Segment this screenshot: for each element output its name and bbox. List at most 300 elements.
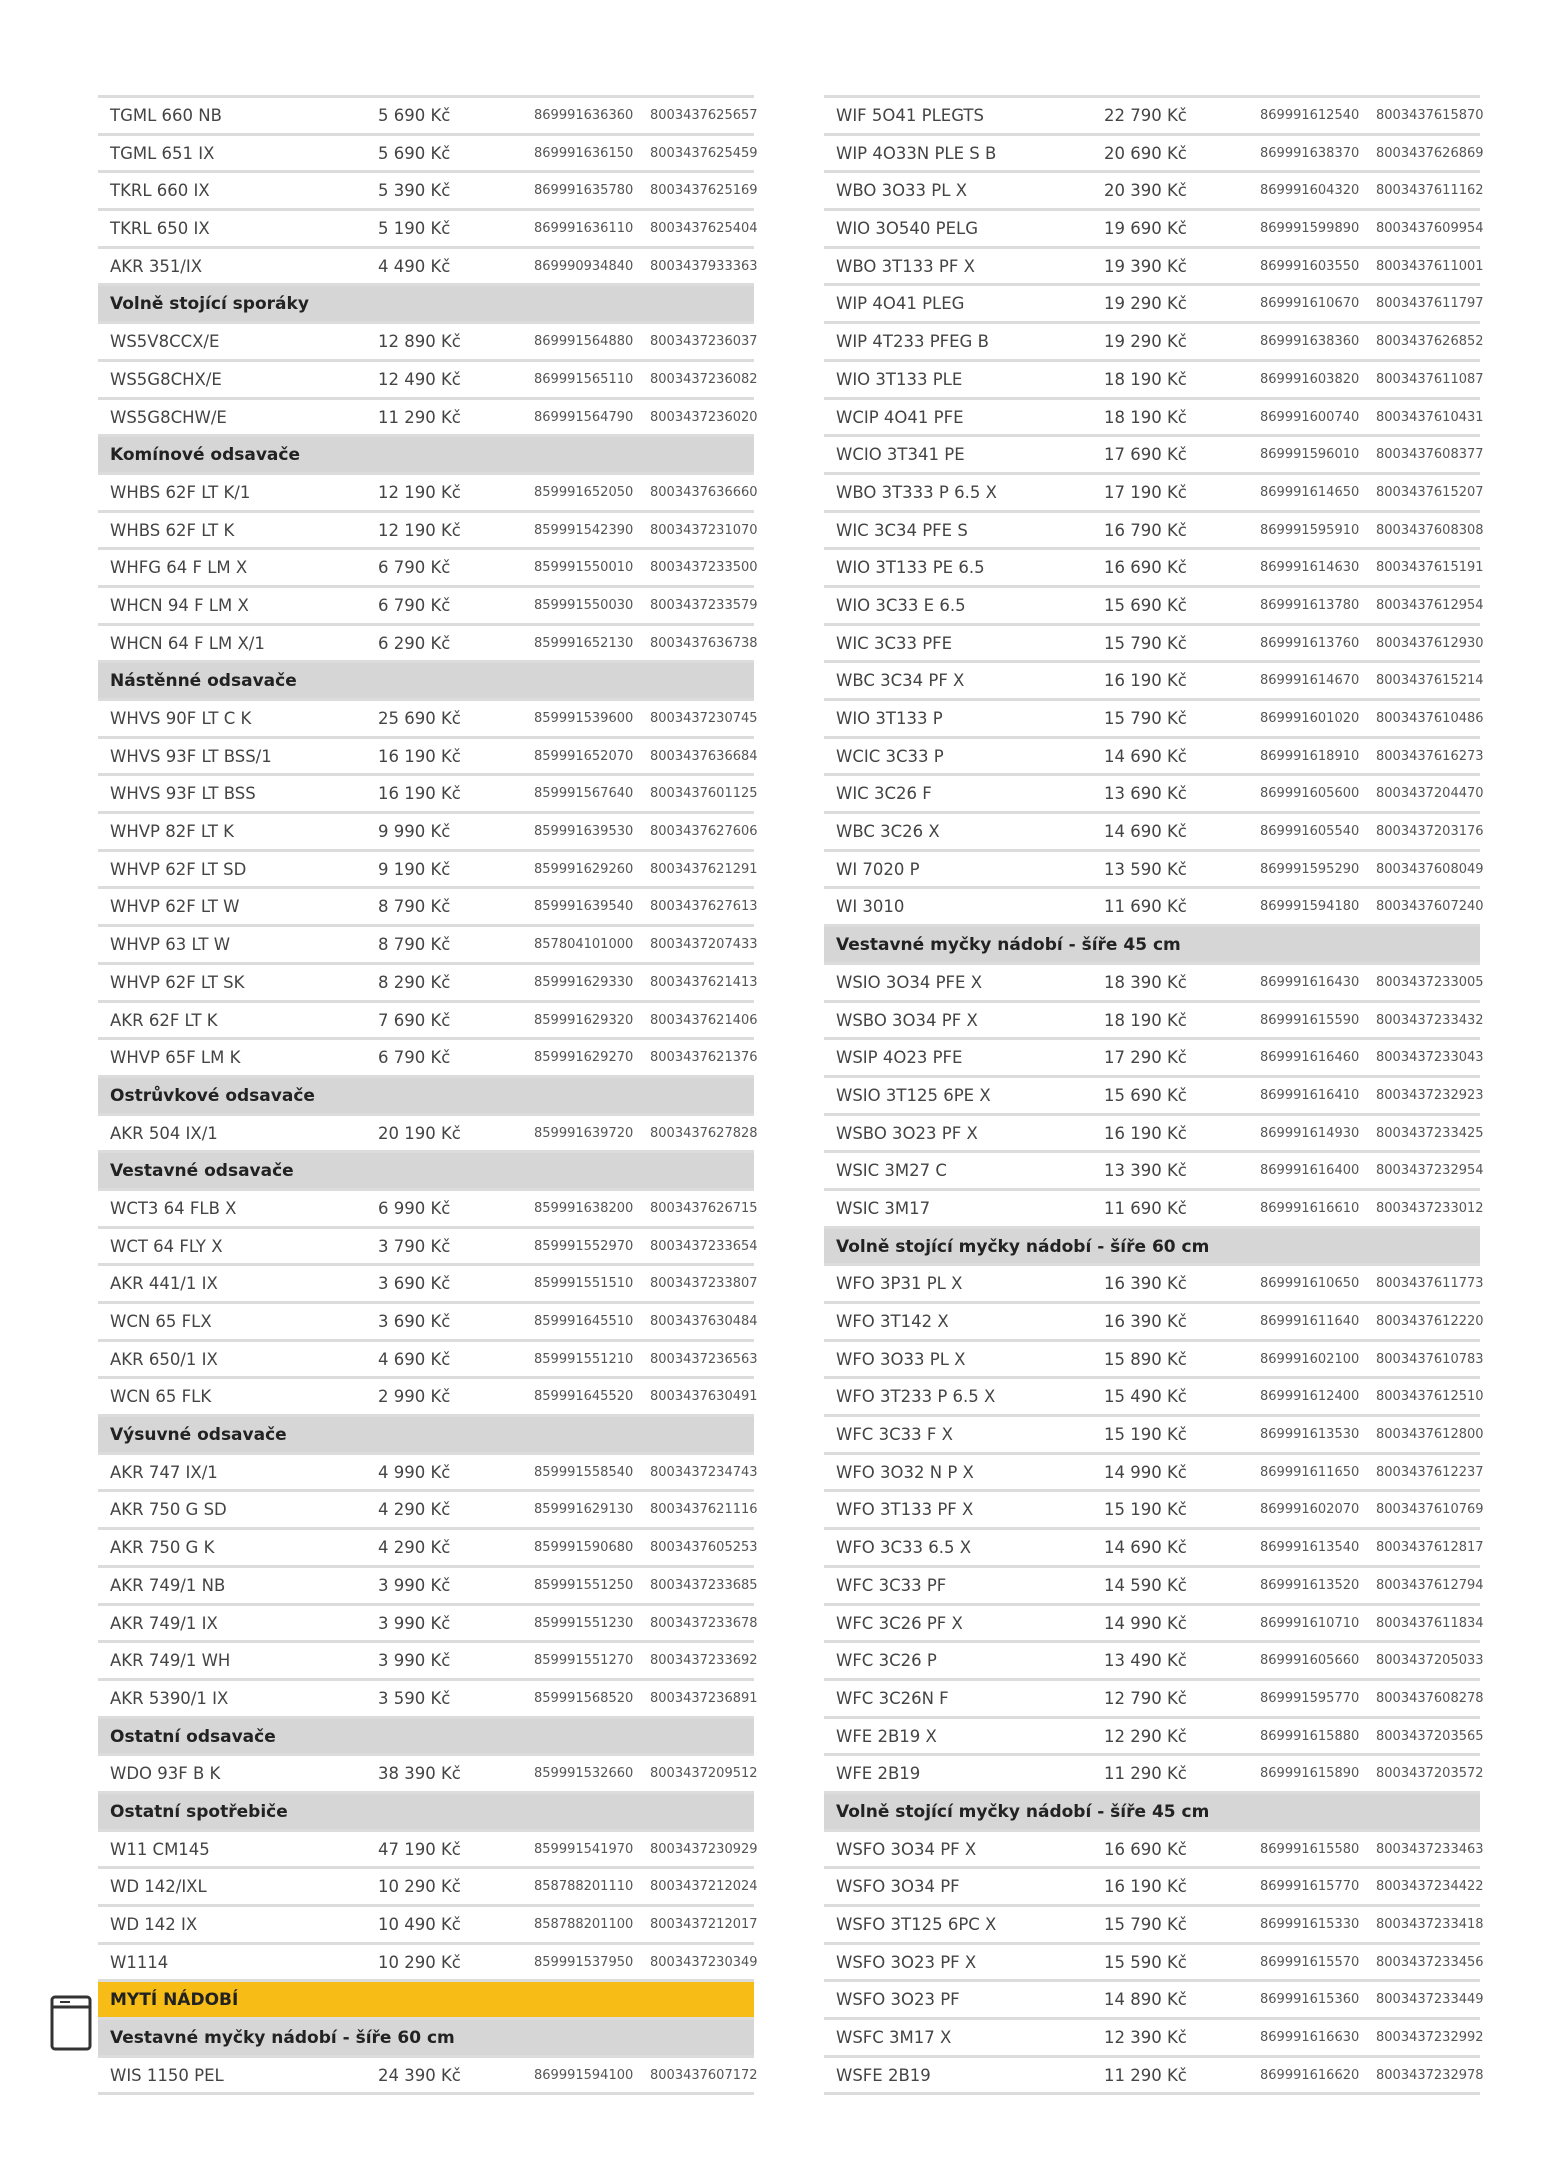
ean-code: 869991603550 bbox=[1260, 258, 1360, 274]
model-name: WCN 65 FLX bbox=[110, 1312, 212, 1331]
product-row bbox=[98, 170, 758, 208]
product-row bbox=[98, 208, 758, 246]
model-name: WFO 3T233 P 6.5 X bbox=[836, 1387, 996, 1407]
table-bottom-rule bbox=[824, 2092, 1480, 2095]
product-code: 8003437608049 bbox=[1376, 861, 1484, 877]
model-name: WBC 3C34 PF X bbox=[836, 671, 965, 691]
product-row bbox=[824, 95, 1484, 133]
section-header bbox=[824, 924, 1480, 962]
model-name: WIO 3C33 E 6.5 bbox=[836, 595, 966, 615]
price: 14 990 Kč bbox=[1104, 1462, 1187, 1482]
price: 15 490 Kč bbox=[1104, 1387, 1187, 1407]
product-row bbox=[98, 962, 758, 1000]
price: 18 190 Kč bbox=[1104, 407, 1187, 427]
ean-code: 869991595770 bbox=[1260, 1690, 1360, 1706]
section-title: Komínové odsavače bbox=[110, 445, 301, 466]
product-row bbox=[824, 1150, 1484, 1188]
product-row bbox=[98, 585, 758, 623]
product-row bbox=[824, 1904, 1484, 1942]
model-name: WCN 65 FLK bbox=[110, 1387, 212, 1407]
price: 25 690 Kč bbox=[378, 709, 461, 728]
model-name: WHVP 65F LM K bbox=[110, 1048, 241, 1068]
product-row bbox=[824, 1113, 1484, 1151]
product-row bbox=[824, 585, 1484, 623]
model-name: WSFE 2B19 bbox=[836, 2065, 931, 2085]
price: 15 790 Kč bbox=[1104, 709, 1187, 728]
model-name: W1114 bbox=[110, 1952, 169, 1972]
product-code: 8003437233463 bbox=[1376, 1841, 1484, 1857]
section-header bbox=[98, 2017, 754, 2055]
product-row bbox=[824, 1188, 1484, 1226]
model-name: TKRL 660 IX bbox=[110, 181, 210, 201]
price: 17 190 Kč bbox=[1104, 482, 1187, 502]
model-name: WHVS 90F LT C K bbox=[110, 709, 252, 728]
price: 16 190 Kč bbox=[1104, 671, 1187, 691]
product-code: 8003437626852 bbox=[1376, 334, 1484, 350]
model-name: WSIC 3M27 C bbox=[836, 1161, 947, 1181]
product-code: 8003437209512 bbox=[650, 1766, 758, 1782]
price: 13 390 Kč bbox=[1104, 1161, 1187, 1181]
product-row bbox=[824, 1829, 1484, 1867]
price: 12 490 Kč bbox=[378, 369, 461, 389]
product-row bbox=[824, 811, 1484, 849]
table-bottom-rule bbox=[98, 2092, 754, 2095]
price: 18 190 Kč bbox=[1104, 369, 1187, 389]
ean-code: 869990934840 bbox=[534, 258, 634, 274]
product-code: 8003437234422 bbox=[1376, 1879, 1484, 1895]
price: 4 290 Kč bbox=[378, 1500, 451, 1520]
model-name: AKR 351/IX bbox=[110, 256, 203, 276]
ean-code: 869991615360 bbox=[1260, 1992, 1360, 2008]
price: 14 690 Kč bbox=[1104, 1538, 1187, 1558]
ean-code: 869991602100 bbox=[1260, 1351, 1360, 1367]
product-code: 8003437636684 bbox=[650, 748, 758, 764]
price: 15 190 Kč bbox=[1104, 1425, 1187, 1445]
price: 19 290 Kč bbox=[1104, 332, 1187, 352]
product-row bbox=[824, 1037, 1484, 1075]
ean-code: 869991615890 bbox=[1260, 1766, 1360, 1782]
product-row bbox=[824, 359, 1484, 397]
product-row bbox=[98, 1866, 758, 1904]
product-row bbox=[98, 623, 758, 661]
section-header bbox=[98, 1791, 754, 1829]
product-code: 8003437615870 bbox=[1376, 108, 1484, 123]
price: 4 490 Kč bbox=[378, 256, 451, 276]
ean-code: 859991652050 bbox=[534, 484, 634, 500]
price: 47 190 Kč bbox=[378, 1839, 461, 1859]
product-code: 8003437612930 bbox=[1376, 635, 1484, 651]
ean-code: 869991564880 bbox=[534, 334, 634, 350]
model-name: WI 3010 bbox=[836, 897, 905, 917]
dishwasher-icon bbox=[50, 1995, 92, 2051]
product-row bbox=[98, 924, 758, 962]
product-code: 8003437611834 bbox=[1376, 1615, 1484, 1631]
model-name: WSIP 4O23 PFE bbox=[836, 1048, 963, 1068]
product-row bbox=[824, 283, 1484, 321]
product-row bbox=[824, 510, 1484, 548]
price: 16 190 Kč bbox=[1104, 1123, 1187, 1143]
model-name: WBC 3C26 X bbox=[836, 822, 940, 842]
product-row bbox=[98, 95, 758, 133]
ean-code: 859991551210 bbox=[534, 1351, 634, 1367]
product-row bbox=[824, 170, 1484, 208]
ean-code: 869991613780 bbox=[1260, 597, 1360, 613]
product-code: 8003437610769 bbox=[1376, 1502, 1484, 1518]
product-code: 8003437612510 bbox=[1376, 1389, 1484, 1405]
ean-code: 859991568520 bbox=[534, 1690, 634, 1706]
ean-code: 859991539600 bbox=[534, 711, 634, 726]
ean-code: 859991629130 bbox=[534, 1502, 634, 1518]
model-name: WCT3 64 FLB X bbox=[110, 1198, 237, 1218]
ean-code: 859991551270 bbox=[534, 1653, 634, 1669]
product-row bbox=[824, 1866, 1484, 1904]
product-row bbox=[98, 1942, 758, 1980]
product-row bbox=[98, 1263, 758, 1301]
ean-code: 869991611640 bbox=[1260, 1314, 1360, 1329]
price: 16 790 Kč bbox=[1104, 520, 1187, 540]
ean-code: 869991613760 bbox=[1260, 635, 1360, 651]
model-name: W11 CM145 bbox=[110, 1839, 210, 1859]
product-code: 8003437626869 bbox=[1376, 145, 1484, 161]
product-row bbox=[98, 1226, 758, 1264]
product-code: 8003437611797 bbox=[1376, 296, 1484, 312]
price: 10 290 Kč bbox=[378, 1877, 461, 1897]
ean-code: 869991614930 bbox=[1260, 1125, 1360, 1141]
ean-code: 869991605660 bbox=[1260, 1653, 1360, 1669]
ean-code: 869991605600 bbox=[1260, 786, 1360, 802]
product-row bbox=[98, 1527, 758, 1565]
ean-code: 859991532660 bbox=[534, 1766, 634, 1782]
price: 12 190 Kč bbox=[378, 482, 461, 502]
product-code: 8003437203572 bbox=[1376, 1766, 1484, 1782]
model-name: WS5V8CCX/E bbox=[110, 332, 220, 352]
ean-code: 869991616620 bbox=[1260, 2067, 1360, 2083]
section-title: Nástěnné odsavače bbox=[110, 671, 297, 692]
product-row bbox=[824, 133, 1484, 171]
price: 3 990 Kč bbox=[378, 1613, 451, 1633]
model-name: AKR 749/1 IX bbox=[110, 1613, 218, 1633]
price: 8 790 Kč bbox=[378, 897, 451, 917]
price: 9 190 Kč bbox=[378, 859, 451, 879]
product-code: 8003437636660 bbox=[650, 484, 758, 500]
model-name: WD 142 IX bbox=[110, 1915, 198, 1934]
product-row bbox=[98, 1113, 758, 1151]
product-code: 8003437610486 bbox=[1376, 711, 1484, 726]
product-row bbox=[98, 1452, 758, 1490]
model-name: WIP 4T233 PFEG B bbox=[836, 332, 989, 352]
product-row bbox=[824, 623, 1484, 661]
price: 3 990 Kč bbox=[378, 1575, 451, 1595]
ean-code: 859991639720 bbox=[534, 1125, 634, 1141]
price: 11 690 Kč bbox=[1104, 1198, 1187, 1218]
product-row bbox=[98, 886, 758, 924]
price: 20 390 Kč bbox=[1104, 181, 1187, 201]
ean-code: 869991616430 bbox=[1260, 974, 1360, 990]
model-name: WBO 3O33 PL X bbox=[836, 181, 967, 201]
ean-code: 859991645510 bbox=[534, 1314, 634, 1329]
ean-code: 859991558540 bbox=[534, 1464, 634, 1480]
section-title: Ostatní odsavače bbox=[110, 1726, 276, 1747]
price: 14 990 Kč bbox=[1104, 1613, 1187, 1633]
product-code: 8003437230745 bbox=[650, 711, 758, 726]
product-row bbox=[98, 547, 758, 585]
price: 4 690 Kč bbox=[378, 1349, 451, 1369]
category-header bbox=[98, 1979, 754, 2017]
product-row bbox=[824, 773, 1484, 811]
ean-code: 869991594180 bbox=[1260, 899, 1360, 915]
section-title: Volně stojící myčky nádobí - šíře 45 cm bbox=[836, 1801, 1210, 1822]
section-title: MYTÍ NÁDOBÍ bbox=[110, 1990, 239, 2011]
product-code: 8003437608308 bbox=[1376, 522, 1484, 538]
product-row bbox=[98, 472, 758, 510]
model-name: WHVP 82F LT K bbox=[110, 822, 234, 842]
product-code: 8003437621291 bbox=[650, 861, 758, 877]
ean-code: 869991636110 bbox=[534, 221, 634, 237]
product-code: 8003437233005 bbox=[1376, 974, 1484, 990]
product-row bbox=[824, 547, 1484, 585]
product-code: 8003437616273 bbox=[1376, 748, 1484, 764]
ean-code: 859991537950 bbox=[534, 1954, 634, 1970]
ean-code: 869991635780 bbox=[534, 183, 634, 199]
model-name: WHBS 62F LT K bbox=[110, 520, 235, 540]
model-name: WFO 3O32 N P X bbox=[836, 1462, 974, 1482]
ean-code: 869991618910 bbox=[1260, 748, 1360, 764]
price: 9 990 Kč bbox=[378, 822, 451, 842]
product-code: 8003437233685 bbox=[650, 1577, 758, 1593]
price: 16 190 Kč bbox=[378, 746, 461, 766]
price: 2 990 Kč bbox=[378, 1387, 451, 1407]
product-code: 8003437612237 bbox=[1376, 1464, 1484, 1480]
ean-code: 869991613520 bbox=[1260, 1577, 1360, 1593]
price: 14 690 Kč bbox=[1104, 746, 1187, 766]
price: 17 690 Kč bbox=[1104, 445, 1187, 465]
product-code: 8003437610783 bbox=[1376, 1351, 1484, 1367]
section-title: Volně stojící myčky nádobí - šíře 60 cm bbox=[836, 1236, 1210, 1257]
product-code: 8003437236563 bbox=[650, 1351, 758, 1367]
ean-code: 869991615580 bbox=[1260, 1841, 1360, 1857]
product-code: 8003437615191 bbox=[1376, 560, 1484, 576]
model-name: WHCN 94 F LM X bbox=[110, 595, 249, 615]
ean-code: 869991615330 bbox=[1260, 1917, 1360, 1932]
model-name: WSFC 3M17 X bbox=[836, 2028, 952, 2048]
model-name: WIS 1150 PEL bbox=[110, 2065, 224, 2085]
product-row bbox=[98, 849, 758, 887]
model-name: AKR 504 IX/1 bbox=[110, 1123, 218, 1143]
product-code: 8003437636738 bbox=[650, 635, 758, 651]
product-code: 8003437204470 bbox=[1376, 786, 1484, 802]
model-name: WHFG 64 F LM X bbox=[110, 558, 248, 578]
ean-code: 859991551250 bbox=[534, 1577, 634, 1593]
product-row bbox=[824, 1301, 1484, 1339]
price: 12 390 Kč bbox=[1104, 2028, 1187, 2048]
product-code: 8003437626715 bbox=[650, 1200, 758, 1216]
model-name: WFC 3C33 PF bbox=[836, 1575, 947, 1595]
section-header bbox=[98, 1414, 754, 1452]
product-code: 8003437611162 bbox=[1376, 183, 1484, 199]
ean-code: 869991595290 bbox=[1260, 861, 1360, 877]
product-row bbox=[824, 1942, 1484, 1980]
product-code: 8003437627828 bbox=[650, 1125, 758, 1141]
price: 15 790 Kč bbox=[1104, 1915, 1187, 1934]
product-row bbox=[824, 397, 1484, 435]
section-title: Vestavné myčky nádobí - šíře 45 cm bbox=[836, 935, 1181, 956]
model-name: WIO 3T133 PLE bbox=[836, 369, 963, 389]
price: 11 290 Kč bbox=[1104, 2065, 1187, 2085]
section-header bbox=[824, 1791, 1480, 1829]
model-name: WHVS 93F LT BSS bbox=[110, 784, 256, 804]
product-code: 8003437608377 bbox=[1376, 447, 1484, 463]
product-code: 8003437621376 bbox=[650, 1050, 758, 1066]
product-row bbox=[824, 1075, 1484, 1113]
product-row bbox=[824, 246, 1484, 284]
model-name: AKR 750 G SD bbox=[110, 1500, 227, 1520]
section-header bbox=[824, 1226, 1480, 1264]
price: 11 690 Kč bbox=[1104, 897, 1187, 917]
product-code: 8003437236037 bbox=[650, 334, 758, 350]
product-row bbox=[98, 1301, 758, 1339]
model-name: WIC 3C34 PFE S bbox=[836, 520, 968, 540]
price: 19 690 Kč bbox=[1104, 219, 1187, 239]
ean-code: 859991629270 bbox=[534, 1050, 634, 1066]
product-code: 8003437233807 bbox=[650, 1276, 758, 1292]
price: 12 790 Kč bbox=[1104, 1688, 1187, 1708]
ean-code: 869991613540 bbox=[1260, 1540, 1360, 1556]
product-row bbox=[98, 773, 758, 811]
product-code: 8003437233456 bbox=[1376, 1954, 1484, 1970]
price: 18 390 Kč bbox=[1104, 972, 1187, 992]
product-row bbox=[824, 849, 1484, 887]
model-name: WIO 3T133 PE 6.5 bbox=[836, 558, 985, 578]
price: 11 290 Kč bbox=[378, 407, 461, 427]
ean-code: 869991602070 bbox=[1260, 1502, 1360, 1518]
model-name: WSFO 3O23 PF bbox=[836, 1990, 960, 2010]
model-name: AKR 747 IX/1 bbox=[110, 1462, 218, 1482]
model-name: WCIC 3C33 P bbox=[836, 746, 944, 766]
model-name: WFO 3T142 X bbox=[836, 1312, 949, 1331]
price: 6 990 Kč bbox=[378, 1198, 451, 1218]
product-row bbox=[824, 434, 1484, 472]
model-name: WCT 64 FLY X bbox=[110, 1236, 223, 1256]
price: 13 690 Kč bbox=[1104, 784, 1187, 804]
price: 7 690 Kč bbox=[378, 1010, 451, 1030]
price: 15 190 Kč bbox=[1104, 1500, 1187, 1520]
model-name: WSBO 3O23 PF X bbox=[836, 1123, 978, 1143]
price: 14 590 Kč bbox=[1104, 1575, 1187, 1595]
product-row bbox=[98, 2055, 758, 2093]
ean-code: 859991629330 bbox=[534, 974, 634, 990]
model-name: AKR 749/1 WH bbox=[110, 1651, 231, 1671]
product-code: 8003437621116 bbox=[650, 1502, 758, 1518]
ean-code: 869991616400 bbox=[1260, 1163, 1360, 1179]
price: 14 890 Kč bbox=[1104, 1990, 1187, 2010]
price: 3 690 Kč bbox=[378, 1274, 451, 1294]
product-row bbox=[824, 1640, 1484, 1678]
ean-code: 869991610670 bbox=[1260, 296, 1360, 312]
price: 10 290 Kč bbox=[378, 1952, 461, 1972]
product-code: 8003437233654 bbox=[650, 1238, 758, 1254]
price: 20 690 Kč bbox=[1104, 143, 1187, 163]
product-row bbox=[98, 1000, 758, 1038]
product-code: 8003437612800 bbox=[1376, 1427, 1484, 1443]
product-code: 8003437232978 bbox=[1376, 2067, 1484, 2083]
model-name: WSIO 3T125 6PE X bbox=[836, 1085, 991, 1105]
price: 13 590 Kč bbox=[1104, 859, 1187, 879]
price: 17 290 Kč bbox=[1104, 1048, 1187, 1068]
price: 19 390 Kč bbox=[1104, 256, 1187, 276]
price: 6 790 Kč bbox=[378, 1048, 451, 1068]
product-code: 8003437232992 bbox=[1376, 2030, 1484, 2046]
price: 6 790 Kč bbox=[378, 595, 451, 615]
model-name: WSBO 3O34 PF X bbox=[836, 1010, 978, 1030]
product-row bbox=[98, 1188, 758, 1226]
section-title: Vestavné odsavače bbox=[110, 1161, 294, 1182]
model-name: WHVP 62F LT SK bbox=[110, 972, 245, 992]
product-row bbox=[98, 133, 758, 171]
price: 16 390 Kč bbox=[1104, 1274, 1187, 1294]
price: 10 490 Kč bbox=[378, 1915, 461, 1934]
product-code: 8003437236082 bbox=[650, 371, 758, 387]
model-name: WFO 3O33 PL X bbox=[836, 1349, 966, 1369]
product-row bbox=[98, 698, 758, 736]
product-code: 8003437630491 bbox=[650, 1389, 758, 1405]
product-row bbox=[824, 1979, 1484, 2017]
ean-code: 858788201100 bbox=[534, 1917, 634, 1932]
ean-code: 869991616630 bbox=[1260, 2030, 1360, 2046]
model-name: WBO 3T133 PF X bbox=[836, 256, 975, 276]
ean-code: 869991636150 bbox=[534, 145, 634, 161]
model-name: WHVS 93F LT BSS/1 bbox=[110, 746, 272, 766]
ean-code: 869991638360 bbox=[1260, 334, 1360, 350]
section-header bbox=[98, 1075, 754, 1113]
ean-code: 859991629320 bbox=[534, 1012, 634, 1028]
model-name: WHCN 64 F LM X/1 bbox=[110, 633, 265, 653]
product-row bbox=[824, 698, 1484, 736]
price: 15 790 Kč bbox=[1104, 633, 1187, 653]
section-title: Ostatní spotřebiče bbox=[110, 1801, 288, 1822]
ean-code: 869991600740 bbox=[1260, 409, 1360, 425]
product-code: 8003437625169 bbox=[650, 183, 758, 199]
price: 12 290 Kč bbox=[1104, 1726, 1187, 1746]
ean-code: 869991614630 bbox=[1260, 560, 1360, 576]
ean-code: 859991639530 bbox=[534, 824, 634, 840]
price: 5 190 Kč bbox=[378, 219, 451, 239]
ean-code: 859991542390 bbox=[534, 522, 634, 538]
price: 8 790 Kč bbox=[378, 935, 451, 955]
price: 16 190 Kč bbox=[1104, 1877, 1187, 1897]
ean-code: 869991615880 bbox=[1260, 1728, 1360, 1744]
price: 20 190 Kč bbox=[378, 1123, 461, 1143]
product-code: 8003437233692 bbox=[650, 1653, 758, 1669]
section-header bbox=[98, 1716, 754, 1754]
ean-code: 869991638370 bbox=[1260, 145, 1360, 161]
model-name: WFE 2B19 X bbox=[836, 1726, 937, 1746]
section-title: Volně stojící sporáky bbox=[110, 294, 309, 315]
price-list-left-column bbox=[98, 95, 758, 2095]
product-row bbox=[824, 1527, 1484, 1565]
price: 3 590 Kč bbox=[378, 1688, 451, 1708]
product-code: 8003437627613 bbox=[650, 899, 758, 915]
price: 14 690 Kč bbox=[1104, 822, 1187, 842]
ean-code: 859991638200 bbox=[534, 1200, 634, 1216]
product-code: 8003437625657 bbox=[650, 108, 758, 123]
price: 5 390 Kč bbox=[378, 181, 451, 201]
ean-code: 859991590680 bbox=[534, 1540, 634, 1556]
price: 5 690 Kč bbox=[378, 143, 451, 163]
model-name: WIF 5O41 PLEGTS bbox=[836, 106, 984, 125]
model-name: WSFO 3O23 PF X bbox=[836, 1952, 977, 1972]
product-code: 8003437236020 bbox=[650, 409, 758, 425]
price: 4 990 Kč bbox=[378, 1462, 451, 1482]
